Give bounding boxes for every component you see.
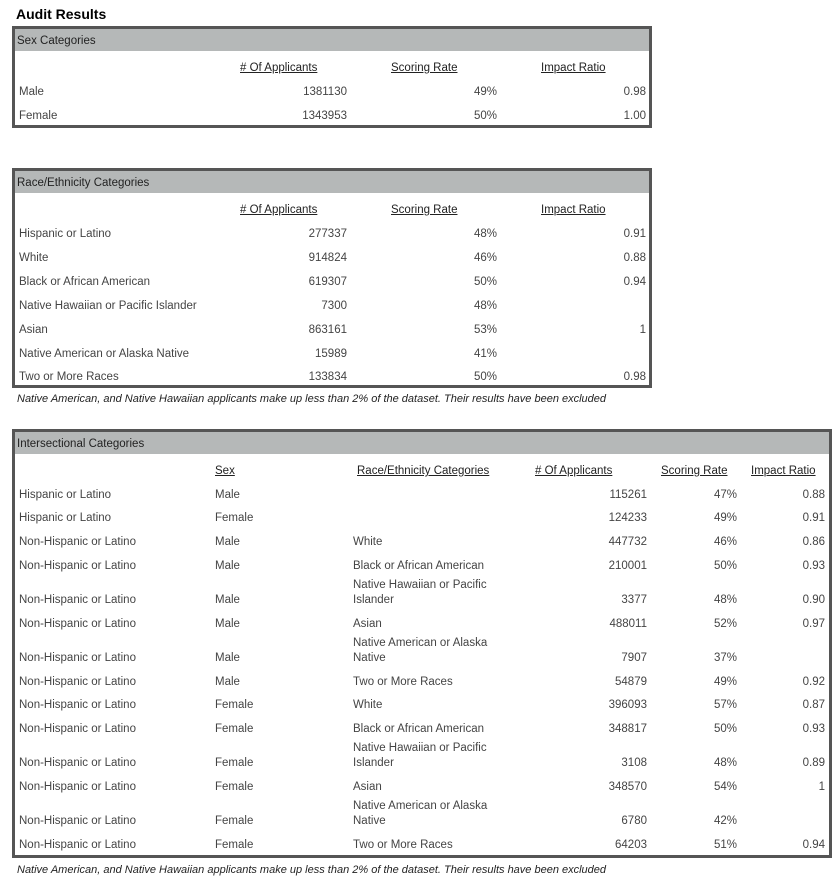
scoring-rate-value: 50% [473, 371, 497, 384]
impact-ratio-value: 0.93 [802, 560, 825, 572]
scoring-rate-value: 48% [713, 757, 737, 769]
race-value: Two or More Races [353, 839, 453, 851]
applicants-value: 488011 [609, 618, 647, 630]
row-label: Female [19, 110, 58, 122]
impact-ratio-value: 0.97 [802, 618, 825, 630]
ethnicity-label: Non-Hispanic or Latino [19, 676, 136, 688]
sex-value: Female [215, 839, 254, 851]
scoring-rate-value: 41% [473, 347, 497, 360]
scoring-rate-value: 47% [713, 489, 737, 501]
scoring-rate-value: 50% [473, 110, 497, 122]
applicants-value: 6780 [621, 815, 647, 827]
row-label: Two or More Races [19, 371, 119, 384]
scoring-rate-value: 48% [473, 299, 497, 312]
race-value: Native Hawaiian or Pacific Islander [353, 742, 487, 769]
race-value: Asian [353, 618, 382, 630]
ethnicity-label: Non-Hispanic or Latino [19, 723, 136, 735]
race-ethnicity-heading: Race/Ethnicity Categories [15, 171, 649, 193]
sex-value: Male [215, 652, 240, 664]
applicants-value: 7907 [621, 652, 647, 664]
sex-value: Female [215, 757, 254, 769]
impact-ratio-value: 0.98 [623, 86, 646, 98]
race-value: Two or More Races [353, 676, 453, 688]
race-value: Black or African American [353, 560, 485, 572]
sex-categories-table [12, 26, 652, 128]
applicants-value: 619307 [308, 275, 347, 288]
impact-ratio-value: 0.86 [802, 536, 825, 548]
applicants-value: 3377 [621, 594, 647, 606]
applicants-value: 1343953 [302, 110, 347, 122]
race-value: Native American or Alaska Native [353, 637, 488, 664]
applicants-value: 64203 [615, 839, 647, 851]
col-header-applicants: # Of Applicants [240, 62, 318, 74]
impact-ratio-value: 1 [639, 323, 646, 336]
impact-ratio-value: 0.93 [802, 723, 825, 735]
scoring-rate-value: 51% [713, 839, 737, 851]
col-header-scoring-rate: Scoring Rate [391, 62, 458, 74]
impact-ratio-value: 0.92 [802, 676, 825, 688]
impact-ratio-value: 0.94 [623, 275, 646, 288]
scoring-rate-value: 54% [713, 781, 737, 793]
row-label: Male [19, 86, 44, 98]
applicants-value: 447732 [608, 536, 647, 548]
applicants-value: 133834 [308, 371, 347, 384]
sex-value: Female [215, 723, 254, 735]
col-header-applicants: # Of Applicants [240, 204, 318, 216]
intersectional-exclusion-note: Native American, and Native Hawaiian applicants make up less than 2% of the dataset. Their results have been excluded [17, 864, 607, 876]
ethnicity-label: Non-Hispanic or Latino [19, 652, 136, 664]
row-label: White [19, 251, 49, 264]
applicants-value: 914824 [308, 251, 347, 264]
scoring-rate-value: 50% [713, 560, 737, 572]
impact-ratio-value: 0.89 [802, 757, 825, 769]
scoring-rate-value: 46% [713, 536, 737, 548]
ethnicity-label: Non-Hispanic or Latino [19, 536, 136, 548]
col-header-sex: Sex [215, 465, 235, 477]
scoring-rate-value: 37% [713, 652, 737, 664]
applicants-value: 1381130 [303, 86, 347, 98]
scoring-rate-value: 42% [713, 815, 737, 827]
scoring-rate-value: 46% [473, 251, 497, 264]
race-value: Black or African American [353, 723, 485, 735]
col-header-applicants: # Of Applicants [535, 465, 613, 477]
scoring-rate-value: 50% [713, 723, 737, 735]
sex-value: Female [215, 699, 254, 711]
race-value: White [353, 699, 383, 711]
applicants-value: 15989 [315, 347, 347, 360]
applicants-value: 7300 [321, 299, 347, 312]
sex-value: Male [215, 560, 240, 572]
row-label: Black or African American [19, 275, 151, 288]
impact-ratio-value: 0.98 [623, 371, 646, 384]
ethnicity-label: Non-Hispanic or Latino [19, 618, 136, 630]
scoring-rate-value: 49% [713, 512, 737, 524]
impact-ratio-value: 0.91 [623, 228, 646, 240]
intersectional-table [12, 429, 832, 858]
sex-value: Male [215, 536, 240, 548]
race-ethnicity-table [12, 168, 652, 388]
scoring-rate-value: 50% [473, 275, 497, 288]
applicants-value: 863161 [308, 323, 347, 336]
intersectional-heading: Intersectional Categories [15, 432, 829, 454]
ethnicity-label: Non-Hispanic or Latino [19, 839, 136, 851]
row-label: Native American or Alaska Native [19, 347, 190, 360]
ethnicity-label: Non-Hispanic or Latino [19, 815, 136, 827]
impact-ratio-value: 0.94 [802, 839, 825, 851]
row-label: Asian [19, 323, 48, 336]
page-title: Audit Results [16, 6, 107, 22]
impact-ratio-value: 0.90 [802, 594, 825, 606]
applicants-value: 277337 [308, 228, 347, 240]
applicants-value: 348817 [608, 723, 647, 735]
ethnicity-label: Non-Hispanic or Latino [19, 781, 136, 793]
scoring-rate-value: 49% [713, 676, 737, 688]
impact-ratio-value: 0.91 [802, 512, 825, 524]
impact-ratio-value: 0.88 [623, 251, 646, 264]
sex-value: Female [215, 815, 254, 827]
scoring-rate-value: 48% [473, 228, 497, 240]
ethnicity-label: Non-Hispanic or Latino [19, 594, 136, 606]
impact-ratio-value: 0.87 [802, 699, 825, 711]
race-value: Native Hawaiian or Pacific Islander [353, 579, 487, 606]
impact-ratio-value: 1 [818, 781, 825, 793]
scoring-rate-value: 49% [473, 86, 497, 98]
row-label: Hispanic or Latino [19, 228, 112, 240]
impact-ratio-value: 0.88 [802, 489, 825, 501]
scoring-rate-value: 48% [713, 594, 737, 606]
col-header-impact-ratio: Impact Ratio [541, 62, 606, 74]
sex-value: Male [215, 618, 240, 630]
sex-value: Male [215, 489, 240, 501]
col-header-impact-ratio: Impact Ratio [751, 465, 816, 477]
sex-value: Male [215, 594, 240, 606]
impact-ratio-value: 1.00 [623, 110, 646, 122]
sex-value: Female [215, 512, 254, 524]
applicants-value: 115261 [609, 489, 647, 501]
scoring-rate-value: 52% [713, 618, 737, 630]
applicants-value: 3108 [621, 757, 647, 769]
race-exclusion-note: Native American, and Native Hawaiian applicants make up less than 2% of the dataset. Their results have been excluded [17, 393, 607, 405]
ethnicity-label: Hispanic or Latino [19, 489, 112, 501]
col-header-scoring-rate: Scoring Rate [391, 204, 458, 216]
col-header-impact-ratio: Impact Ratio [541, 204, 606, 216]
applicants-value: 348570 [608, 781, 647, 793]
applicants-value: 54879 [615, 676, 647, 688]
sex-value: Female [215, 781, 254, 793]
sex-categories-heading: Sex Categories [15, 29, 649, 51]
applicants-value: 124233 [608, 512, 647, 524]
row-label: Native Hawaiian or Pacific Islander [19, 299, 197, 312]
ethnicity-label: Non-Hispanic or Latino [19, 560, 136, 572]
sex-value: Male [215, 676, 240, 688]
ethnicity-label: Hispanic or Latino [19, 512, 112, 524]
scoring-rate-value: 57% [713, 699, 737, 711]
applicants-value: 210001 [608, 560, 647, 572]
col-header-scoring-rate: Scoring Rate [661, 465, 728, 477]
ethnicity-label: Non-Hispanic or Latino [19, 699, 136, 711]
scoring-rate-value: 53% [473, 323, 497, 336]
col-header-race-ethnicity: Race/Ethnicity Categories [357, 465, 490, 477]
race-value: Asian [353, 781, 382, 793]
race-value: Native American or Alaska Native [353, 800, 488, 827]
race-value: White [353, 536, 383, 548]
applicants-value: 396093 [608, 699, 647, 711]
ethnicity-label: Non-Hispanic or Latino [19, 757, 136, 769]
